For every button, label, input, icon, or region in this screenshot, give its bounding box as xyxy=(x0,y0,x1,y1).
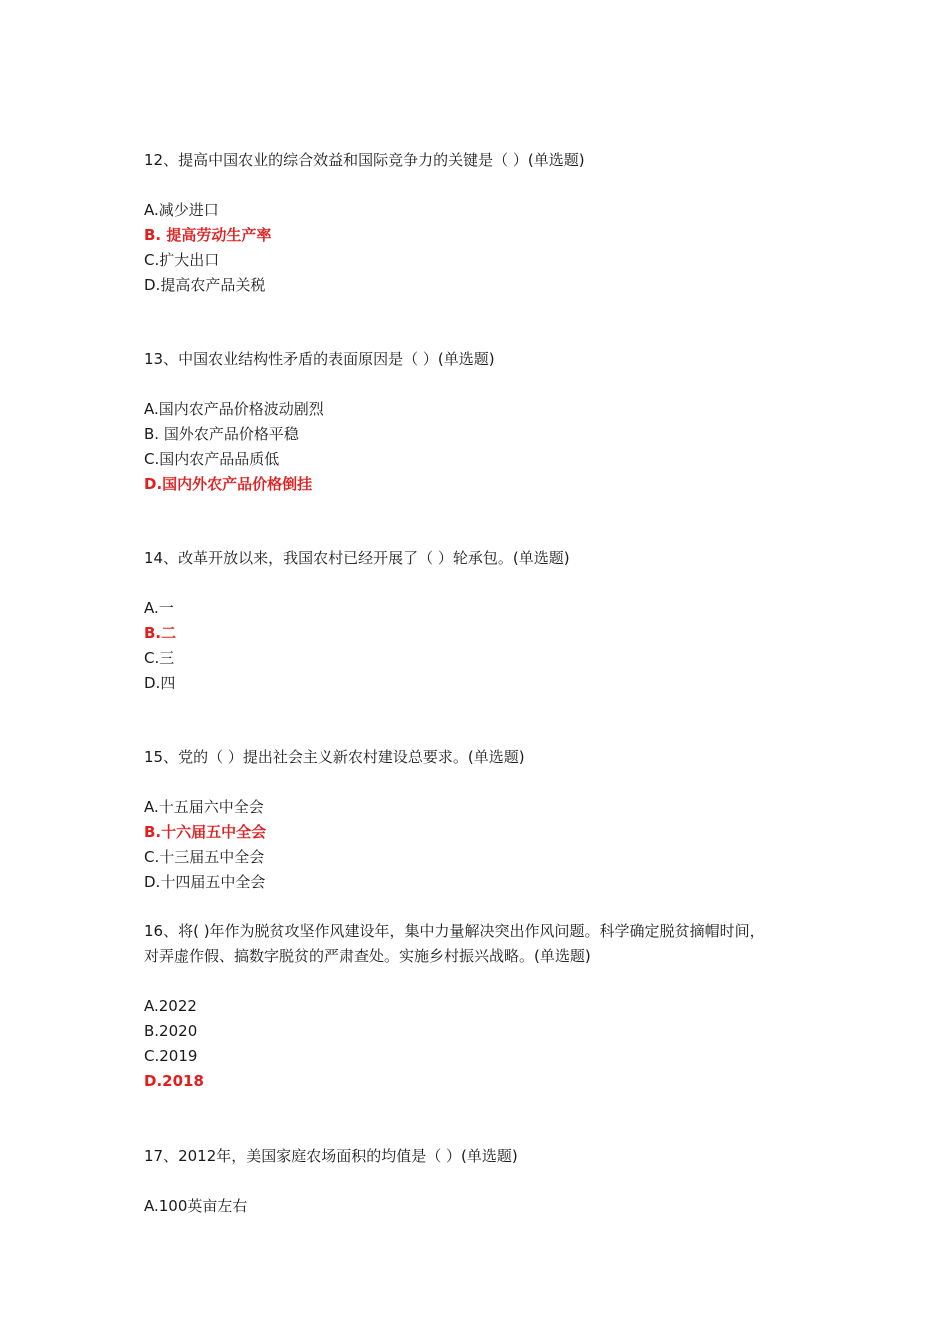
question-14: 14、改革开放以来，我国农村已经开展了（ ）轮承包。(单选题) xyxy=(144,549,570,567)
q14-option-c: C.三 xyxy=(144,649,175,667)
q16-option-d-correct: D.2018 xyxy=(144,1072,204,1090)
q13-option-b: B. 国外农产品价格平稳 xyxy=(144,425,299,443)
question-13: 13、中国农业结构性矛盾的表面原因是（ ）(单选题) xyxy=(144,350,495,368)
q16-option-c: C.2019 xyxy=(144,1047,198,1065)
q13-option-c: C.国内农产品品质低 xyxy=(144,450,280,468)
q15-option-c: C.十三届五中全会 xyxy=(144,848,265,866)
question-12: 12、提高中国农业的综合效益和国际竞争力的关键是（ ）(单选题) xyxy=(144,151,585,169)
question-16-line-2: 对弄虚作假、搞数字脱贫的严肃查处。实施乡村振兴战略。(单选题) xyxy=(144,947,591,965)
q12-option-a: A.减少进口 xyxy=(144,201,219,219)
q12-option-b-correct: B. 提高劳动生产率 xyxy=(144,226,272,244)
q17-option-a: A.100英亩左右 xyxy=(144,1197,248,1215)
q15-option-d: D.十四届五中全会 xyxy=(144,873,266,891)
q14-option-d: D.四 xyxy=(144,674,176,692)
q14-option-a: A.一 xyxy=(144,599,174,617)
q13-option-d-correct: D.国内外农产品价格倒挂 xyxy=(144,475,313,493)
q12-option-c: C.扩大出口 xyxy=(144,251,220,269)
q15-option-a: A.十五届六中全会 xyxy=(144,798,264,816)
question-16-line-1: 16、将( )年作为脱贫攻坚作风建设年，集中力量解决突出作风问题。科学确定脱贫摘帽时间， xyxy=(144,922,765,940)
q16-option-b: B.2020 xyxy=(144,1022,198,1040)
question-15: 15、党的（ ）提出社会主义新农村建设总要求。(单选题) xyxy=(144,748,525,766)
q13-option-a: A.国内农产品价格波动剧烈 xyxy=(144,400,324,418)
question-17: 17、2012年，美国家庭农场面积的均值是（ ）(单选题) xyxy=(144,1147,518,1165)
q12-option-d: D.提高农产品关税 xyxy=(144,276,266,294)
q15-option-b-correct: B.十六届五中全会 xyxy=(144,823,267,841)
q16-option-a: A.2022 xyxy=(144,997,197,1015)
q14-option-b-correct: B.二 xyxy=(144,624,177,642)
